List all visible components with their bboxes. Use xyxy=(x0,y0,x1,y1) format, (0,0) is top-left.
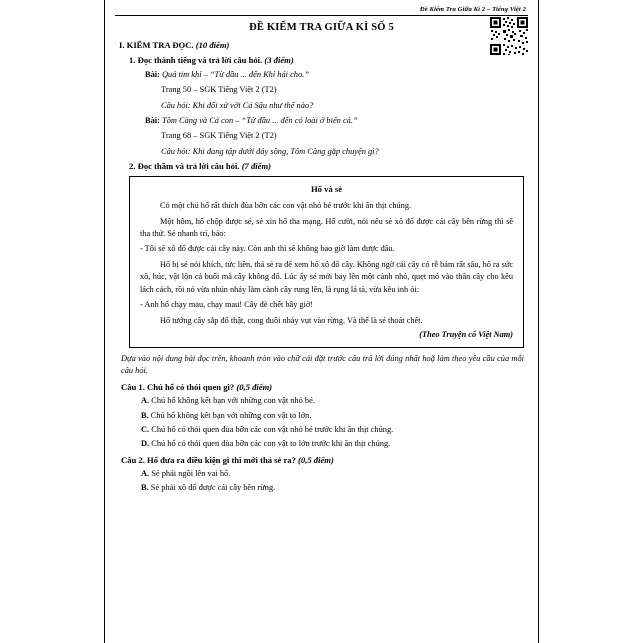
task1-entry1-question xyxy=(161,100,528,111)
reading-paragraph: Có một chú hổ rất thích đùa bỡn các con vật nhỏ bé trước khi ăn thịt chúng. xyxy=(160,201,412,211)
reading-paragraph: Hổ bị sẻ nói khích, tức liền, thả sẻ ra để xem hổ xô đổ cây. Không ngờ cái cây có rễ bám rất sâu, hổ ra sức xô, húc, vật lộn cả buổi mà cây không đổ. Lúc ấy sẻ mới bay lên một cành nhỏ, quẹt mỏ vào thân cây cho kêu lách cách, rồi nó vừa nhún nhảy làm cành cây rung lên, là rụng lá tà, vừa kêu inh ỏi: xyxy=(140,259,513,294)
task-1-points: (3 điểm) xyxy=(264,55,294,65)
cauhoi-text: Khi đối xử với Cá Sấu như thế nào? xyxy=(192,100,314,110)
cauhoi-label: Câu hỏi: xyxy=(161,100,191,110)
running-header: Đề Kiểm Tra Giữa Kì 2 – Tiếng Việt 2 xyxy=(419,6,526,13)
question-2-option-b[interactable] xyxy=(141,482,528,493)
task-1-label: Đọc thành tiếng và trả lời câu hỏi. xyxy=(137,55,263,65)
task-2-number: 2. xyxy=(129,161,136,172)
page-title: ĐỀ KIỂM TRA GIỮA KÌ SỐ 5 xyxy=(249,22,394,33)
task-1-heading xyxy=(129,55,528,65)
option-text: Chú hổ không kết bạn với những con vật to lớn. xyxy=(150,410,312,420)
task-2-label: Đọc thầm và trả lời câu hỏi. xyxy=(137,161,240,172)
question-2-heading xyxy=(121,455,528,465)
option-text: Chú hổ có thói quen đùa bỡn các con vật to lớn trước khi ăn thịt chúng. xyxy=(151,439,391,449)
question-1-label: Câu 1. Chú hổ có thói quen gì? xyxy=(121,382,235,393)
question-1-option-d[interactable] xyxy=(141,438,528,449)
option-key: D. xyxy=(141,439,150,449)
option-text: Chú hổ không kết bạn với những con vật nhỏ bé. xyxy=(151,396,315,406)
instruction-text: Dựa vào nội dung bài đọc trên, khoanh tròn vào chữ cái đặt trước câu trả lời đúng nhất hoặ làm theo yêu cầu của mỗi câu hỏi. xyxy=(121,354,524,376)
section-heading-doc xyxy=(119,40,528,50)
option-text: Sẻ phải ngồi lên vai hổ. xyxy=(151,468,231,478)
bai-text: Tôm Càng và Cá con – “Từ đầu ... đến có loài ở biển cả.” xyxy=(161,116,358,126)
question-1-option-c[interactable] xyxy=(141,424,528,435)
option-key: A. xyxy=(141,396,150,406)
reading-paragraph: Một hôm, hổ chộp được sẻ, sẻ xin hổ tha mạng. Hổ cười, nói nếu sẻ xô đổ được cái cây bên rừng thì sẽ tha thứ. Sẻ nhanh trí, bảo: xyxy=(140,216,513,238)
question-1-option-a[interactable] xyxy=(141,395,528,406)
section-label: I. KIỂM TRA ĐỌC. xyxy=(119,40,194,50)
option-key: B. xyxy=(141,483,149,493)
task-1-number: 1. xyxy=(129,55,136,65)
question-1-option-b[interactable] xyxy=(141,410,528,421)
question-1-heading xyxy=(121,382,528,392)
reading-paragraph: - Anh hổ chạy mau, chạy mau! Cây đè chết bây giờ! xyxy=(140,300,314,310)
reading-passage-box xyxy=(129,176,524,348)
cauhoi-text: Khi đang tập dưới đáy sông, Tôm Càng gặp chuyện gì? xyxy=(192,146,379,156)
page-border-right xyxy=(538,0,539,643)
task1-entry2-question xyxy=(161,146,528,157)
task1-entry2-bai xyxy=(145,115,528,126)
header-divider xyxy=(115,15,528,16)
option-text: Chú hổ có thói quen đùa bỡn các con vật nhỏ bé trước khi ăn thịt chúng. xyxy=(151,425,394,435)
reading-paragraph: - Tôi sẽ xô đổ được cái cây này. Còn anh thì sẽ không bao giờ làm được đâu. xyxy=(140,244,395,254)
task1-entry1-bai xyxy=(145,69,528,80)
question-2-points: (0,5 điểm) xyxy=(298,454,334,465)
page-content xyxy=(105,0,538,643)
reading-paragraph: Hổ tưởng cây sắp đổ thật, cong đuôi nhảy vụt vào rừng. Và thế là sẻ thoát chết. xyxy=(160,315,423,325)
bai-text: Quả tim khỉ – “Từ đầu ... đến Khỉ hái cho.” xyxy=(161,70,309,79)
bai-label: Bài: xyxy=(145,116,160,126)
task-2-heading xyxy=(129,161,528,171)
question-2-option-a[interactable] xyxy=(141,468,528,479)
cauhoi-label: Câu hỏi: xyxy=(161,146,191,156)
reading-title: Hổ và sẻ xyxy=(310,184,343,195)
option-key: B. xyxy=(141,410,149,420)
task1-entry1-trang: Trang 50 – SGK Tiếng Việt 2 (T2) xyxy=(161,85,277,95)
question-1-points: (0,5 điểm) xyxy=(236,382,273,393)
bai-label: Bài: xyxy=(145,70,160,79)
task1-entry2-trang: Trang 68 – SGK Tiếng Việt 2 (T2) xyxy=(161,131,277,141)
qr-code-icon xyxy=(489,16,529,56)
option-key: C. xyxy=(141,425,150,435)
task-2-points: (7 điểm) xyxy=(241,161,272,172)
section-points: (10 điểm) xyxy=(195,40,230,50)
question-2-label: Câu 2. Hổ đưa ra điều kiện gì thì mới thả sẻ ra? xyxy=(121,454,296,465)
option-key: A. xyxy=(141,468,150,478)
option-text: Sẻ phải xô đổ được cái cây bên rừng. xyxy=(150,483,276,493)
reading-source: (Theo Truyện cổ Việt Nam) xyxy=(419,330,513,339)
